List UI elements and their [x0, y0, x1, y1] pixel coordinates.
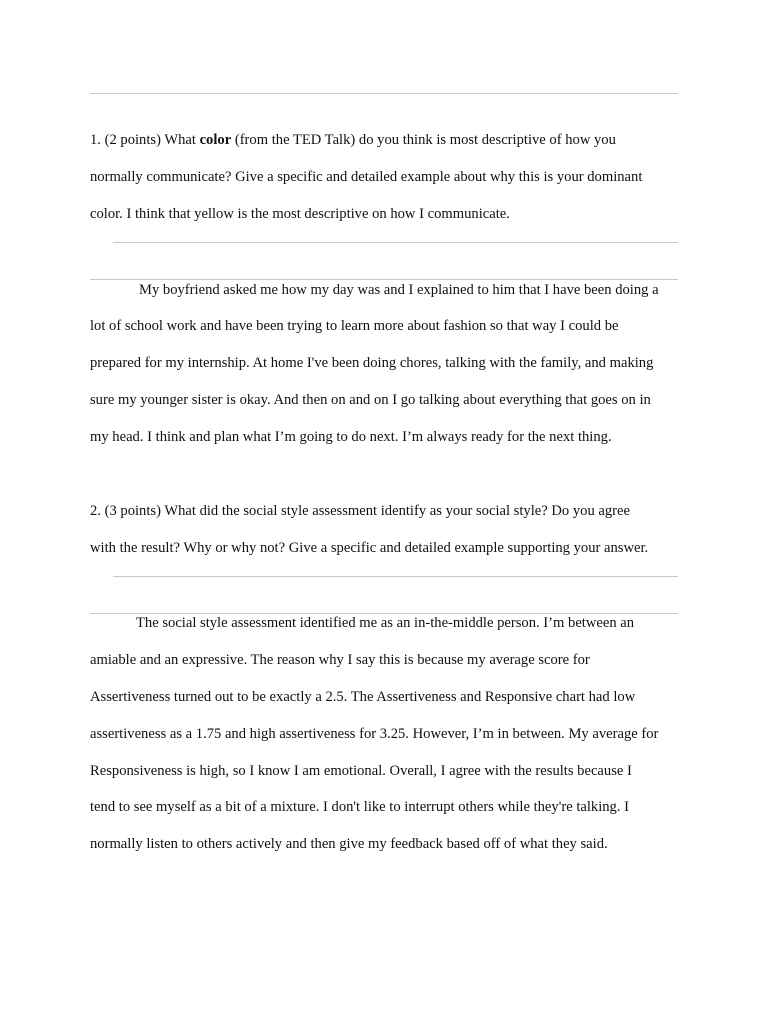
answer-2-line-6: tend to see myself as a bit of a mixture. I don't like to interrupt others while they're talking. I [90, 799, 630, 815]
answer-1-line-1: My boyfriend asked me how my day was and I explained to him that I have been doing a [139, 282, 659, 298]
answer-1-box-rule [90, 279, 678, 280]
answer-2-top-rule [113, 576, 678, 577]
question-2-line-1: 2. (3 points) What did the social style assessment identify as your social style? Do you agree [90, 503, 630, 519]
answer-2-line-7: normally listen to others actively and then give my feedback based off of what they said. [90, 836, 608, 852]
color-keyword: color [199, 132, 232, 148]
question-1-line-2: normally communicate? Give a specific and detailed example about why this is your dominant [90, 169, 643, 185]
answer-1-line-2: lot of school work and have been trying to learn more about fashion so that way I could be [90, 318, 619, 334]
question-2-line-2: with the result? Why or why not? Give a specific and detailed example supporting your answer. [90, 540, 649, 556]
top-divider [90, 93, 678, 94]
answer-2-line-2: amiable and an expressive. The reason why I say this is because my average score for [90, 652, 590, 668]
answer-1-line-5: my head. I think and plan what I’m going to do next. I’m always ready for the next thing. [90, 429, 612, 445]
answer-2-line-4: assertiveness as a 1.75 and high assertiveness for 3.25. However, I’m in between. My average for [90, 726, 659, 742]
answer-1-top-rule [113, 242, 678, 243]
answer-1-line-3: prepared for my internship. At home I've been doing chores, talking with the family, and making [90, 355, 654, 371]
answer-2-line-1: The social style assessment identified me as an in-the-middle person. I’m between an [136, 615, 635, 631]
answer-2-line-3: Assertiveness turned out to be exactly a 2.5. The Assertiveness and Responsive chart had low [90, 689, 636, 705]
answer-2-line-5: Responsiveness is high, so I know I am emotional. Overall, I agree with the results because I [90, 763, 632, 779]
question-1-line-3: color. I think that yellow is the most descriptive on how I communicate. [90, 206, 510, 222]
answer-1-line-4: sure my younger sister is okay. And then on and on I go talking about everything that goes on in [90, 392, 651, 408]
question-1-line-1: 1. (2 points) What color (from the TED Talk) do you think is most descriptive of how you [90, 132, 616, 148]
